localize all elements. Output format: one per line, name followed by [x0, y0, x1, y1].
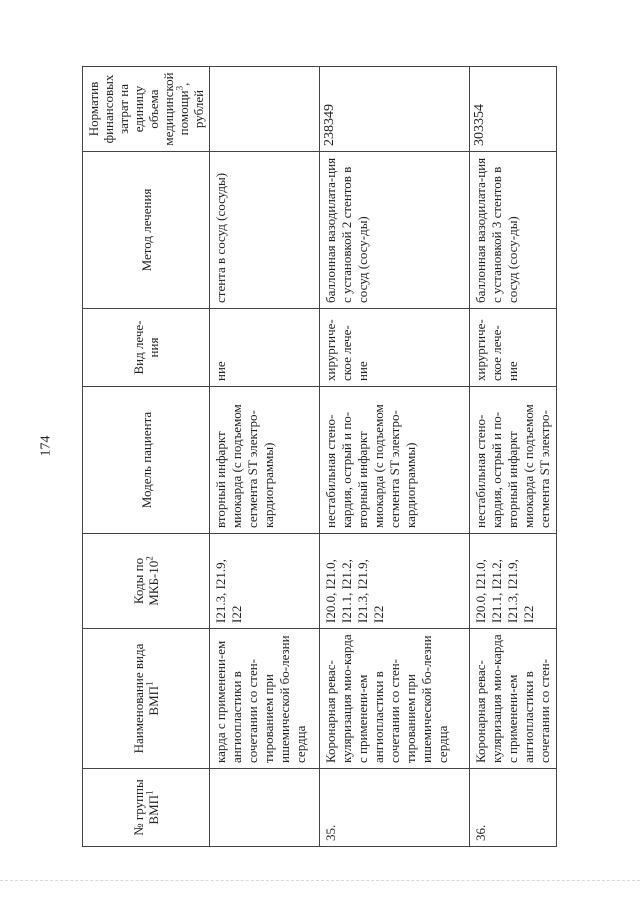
- cell-norm: 303354: [470, 67, 557, 152]
- cell-kind: ние: [210, 309, 320, 387]
- header-kind: Вид лече-ния: [83, 309, 210, 387]
- cell-name: Коронарная реваc-куляризация мио-карда с применени-ем ангиопластики в сочетании со стен-тированием при ишемической бо-лезни сердца: [320, 629, 470, 769]
- cell-model: вторный инфаркт миокарда (с подъемом сегмента ST электро-кардиограммы): [210, 387, 320, 534]
- cell-model: нестабильная стено-кардия, острый и по-вторный инфаркт миокарда (с подъемом сегмента ST электро-кардиограммы): [320, 387, 470, 534]
- table-header-row: [83, 67, 210, 847]
- cell-kind: хирургиче-ское лече-ние: [320, 309, 470, 387]
- cell-codes: I20.0, I21.0, I21.1, I21.2, I21.3, I21.9, I22: [320, 534, 470, 629]
- header-norm: Норматив финансовых затрат на единицу объема медицинской помощи$^3$, рублей: [83, 67, 210, 152]
- cell-codes: I21.3, I21.9, I22: [210, 534, 320, 629]
- cell-name: Коронарная реваc-куляризация мио-карда с применени-ем ангиопластики в сочетании со стен-: [470, 629, 557, 769]
- rotated-table-container: [82, 67, 552, 847]
- cell-num: 36.: [470, 769, 557, 847]
- cell-method: баллонная вазодилата-ция с установкой 3 стентов в сосуд (сосу-ды): [470, 152, 557, 309]
- table-row: [470, 67, 557, 847]
- cell-norm: 238349: [320, 67, 470, 152]
- cell-codes: I20.0, I21.0, I21.1, I21.2, I21.3, I21.9, I22: [470, 534, 557, 629]
- cell-name: карда с применени-ем ангиопластики в сочетании со стен-тированием при ишемической бо-лезни сердца: [210, 629, 320, 769]
- cell-norm: [210, 67, 320, 152]
- table-row: [210, 67, 320, 847]
- cell-num: 35.: [320, 769, 470, 847]
- header-model: Модель пациента: [83, 387, 210, 534]
- header-group: № группы ВМП$^1$: [83, 769, 210, 847]
- cell-kind: хирургиче-ское лече-ние: [470, 309, 557, 387]
- cell-model: нестабильная стено-кардия, острый и по-вторный инфаркт миокарда (с подъемом сегмента ST электро-: [470, 387, 557, 534]
- header-name: Наименование вида ВМП$^1$: [83, 629, 210, 769]
- cell-method: баллонная вазодилата-ция с установкой 2 стентов в сосуд (сосу-ды): [320, 152, 470, 309]
- vmp-table: [82, 66, 557, 847]
- scan-edge-line: [0, 880, 640, 882]
- header-codes: Коды по МКБ-$10^2$: [83, 534, 210, 629]
- page-number: 174: [38, 435, 54, 457]
- cell-method: стента в сосуд (сосуды): [210, 152, 320, 309]
- header-method: Метод лечения: [83, 152, 210, 309]
- cell-num: [210, 769, 320, 847]
- table-row: [320, 67, 470, 847]
